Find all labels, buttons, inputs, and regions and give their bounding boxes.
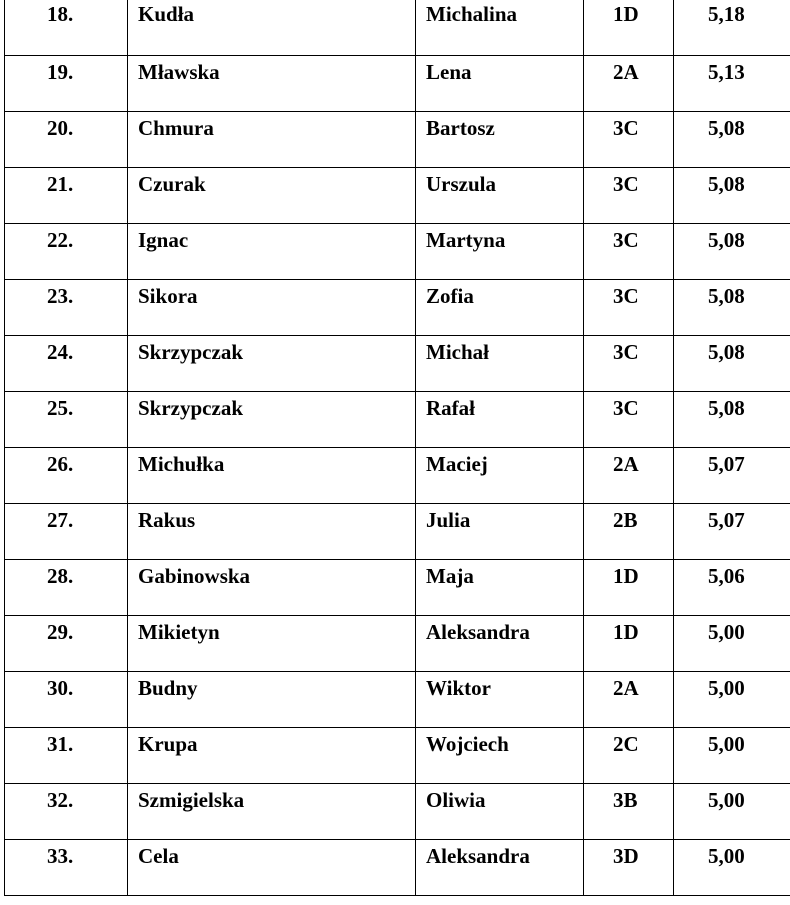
cell-class (584, 728, 674, 784)
cell-class-text: 1D (613, 620, 639, 644)
cell-average (674, 56, 790, 112)
cell-surname-text: Ignac (138, 228, 189, 252)
cell-class (584, 784, 674, 840)
table-row (5, 280, 790, 336)
cell-surname (128, 840, 416, 896)
cell-first-name-text: Wiktor (426, 676, 491, 700)
cell-first-name-text: Julia (426, 508, 471, 532)
cell-class-text: 1D (613, 2, 639, 26)
cell-class-text: 2B (613, 508, 638, 532)
cell-first-name-text: Rafał (426, 396, 475, 420)
cell-surname-text: Mikietyn (138, 620, 220, 644)
cell-number (5, 672, 128, 728)
cell-class (584, 56, 674, 112)
cell-surname (128, 280, 416, 336)
cell-class (584, 392, 674, 448)
cell-class-text: 3C (613, 340, 639, 364)
cell-average-text: 5,07 (708, 508, 745, 532)
cell-surname-text: Budny (138, 676, 198, 700)
table-row (5, 392, 790, 448)
cell-surname-text: Kudła (138, 2, 195, 26)
cell-number (5, 560, 128, 616)
cell-first-name (416, 784, 584, 840)
table-row (5, 728, 790, 784)
cell-number-text: 19. (47, 60, 74, 84)
cell-surname-text: Rakus (138, 508, 196, 532)
cell-surname-text: Gabinowska (138, 564, 251, 588)
cell-class (584, 336, 674, 392)
cell-class-text: 3C (613, 396, 639, 420)
cell-average-text: 5,00 (708, 788, 745, 812)
cell-first-name-text: Michał (426, 340, 489, 364)
cell-number-text: 33. (47, 844, 74, 868)
table-row (5, 112, 790, 168)
cell-first-name-text: Wojciech (426, 732, 509, 756)
cell-average-text: 5,00 (708, 620, 745, 644)
cell-number (5, 280, 128, 336)
cell-first-name (416, 672, 584, 728)
cell-surname (128, 448, 416, 504)
cell-first-name-text: Maciej (426, 452, 488, 476)
cell-first-name (416, 112, 584, 168)
cell-number (5, 392, 128, 448)
cell-class-text: 2C (613, 732, 639, 756)
cell-average-text: 5,13 (708, 60, 745, 84)
cell-surname (128, 784, 416, 840)
cell-number-text: 27. (47, 508, 74, 532)
cell-average-text: 5,08 (708, 116, 745, 140)
cell-class-text: 3C (613, 284, 639, 308)
cell-surname (128, 224, 416, 280)
cell-average (674, 280, 790, 336)
cell-average-text: 5,00 (708, 844, 745, 868)
cell-number-text: 22. (47, 228, 74, 252)
cell-average (674, 448, 790, 504)
cell-number (5, 224, 128, 280)
cell-average-text: 5,07 (708, 452, 745, 476)
table-row (5, 0, 790, 56)
cell-surname-text: Mławska (138, 60, 220, 84)
cell-surname (128, 56, 416, 112)
cell-first-name (416, 56, 584, 112)
cell-number (5, 504, 128, 560)
table-row (5, 672, 790, 728)
cell-surname (128, 392, 416, 448)
table-row (5, 168, 790, 224)
cell-number (5, 0, 128, 56)
cell-surname (128, 672, 416, 728)
cell-surname (128, 168, 416, 224)
cell-average-text: 5,08 (708, 396, 745, 420)
cell-average (674, 336, 790, 392)
cell-average (674, 784, 790, 840)
cell-number-text: 29. (47, 620, 74, 644)
table-row (5, 560, 790, 616)
cell-first-name-text: Zofia (426, 284, 474, 308)
cell-class-text: 3B (613, 788, 638, 812)
cell-average (674, 504, 790, 560)
cell-class (584, 224, 674, 280)
cell-average-text: 5,08 (708, 340, 745, 364)
cell-average-text: 5,00 (708, 676, 745, 700)
cell-surname-text: Czurak (138, 172, 206, 196)
cell-number (5, 56, 128, 112)
cell-average (674, 728, 790, 784)
cell-average-text: 5,00 (708, 732, 745, 756)
cell-average (674, 560, 790, 616)
table-row (5, 224, 790, 280)
cell-average (674, 616, 790, 672)
cell-first-name (416, 336, 584, 392)
cell-first-name (416, 392, 584, 448)
cell-surname-text: Krupa (138, 732, 198, 756)
cell-surname (128, 728, 416, 784)
cell-average-text: 5,18 (708, 2, 745, 26)
table-row (5, 840, 790, 896)
cell-surname (128, 560, 416, 616)
cell-first-name-text: Maja (426, 564, 474, 588)
cell-number-text: 28. (47, 564, 74, 588)
cell-first-name-text: Aleksandra (426, 844, 530, 868)
cell-class (584, 168, 674, 224)
cell-class-text: 3C (613, 116, 639, 140)
cell-surname (128, 616, 416, 672)
cell-number-text: 21. (47, 172, 74, 196)
cell-number (5, 840, 128, 896)
cell-first-name-text: Aleksandra (426, 620, 530, 644)
cell-number-text: 20. (47, 116, 74, 140)
cell-surname (128, 112, 416, 168)
cell-surname-text: Szmigielska (138, 788, 245, 812)
cell-average (674, 168, 790, 224)
cell-class (584, 280, 674, 336)
cell-average (674, 0, 790, 56)
cell-first-name (416, 504, 584, 560)
cell-number-text: 31. (47, 732, 74, 756)
cell-first-name (416, 0, 584, 56)
cell-first-name (416, 224, 584, 280)
cell-first-name-text: Michalina (426, 2, 518, 26)
cell-surname (128, 504, 416, 560)
cell-number (5, 728, 128, 784)
cell-average (674, 840, 790, 896)
cell-average (674, 672, 790, 728)
cell-average (674, 392, 790, 448)
cell-number-text: 23. (47, 284, 74, 308)
cell-average-text: 5,06 (708, 564, 745, 588)
cell-class (584, 840, 674, 896)
cell-average-text: 5,08 (708, 284, 745, 308)
cell-surname-text: Chmura (138, 116, 214, 140)
cell-class-text: 3C (613, 172, 639, 196)
cell-first-name (416, 168, 584, 224)
cell-class (584, 560, 674, 616)
cell-number-text: 18. (47, 2, 74, 26)
cell-number-text: 25. (47, 396, 74, 420)
cell-surname-text: Cela (138, 844, 179, 868)
cell-number (5, 168, 128, 224)
cell-average-text: 5,08 (708, 172, 745, 196)
cell-first-name-text: Oliwia (426, 788, 486, 812)
cell-class (584, 616, 674, 672)
cell-class-text: 2A (613, 452, 639, 476)
cell-first-name (416, 728, 584, 784)
cell-first-name-text: Lena (426, 60, 472, 84)
table-row (5, 616, 790, 672)
cell-class (584, 112, 674, 168)
cell-surname-text: Michułka (138, 452, 225, 476)
table-row (5, 336, 790, 392)
cell-surname-text: Sikora (138, 284, 198, 308)
cell-number (5, 616, 128, 672)
cell-class (584, 0, 674, 56)
cell-class-text: 2A (613, 60, 639, 84)
table-body (5, 0, 790, 896)
cell-first-name (416, 840, 584, 896)
cell-average-text: 5,08 (708, 228, 745, 252)
table-row (5, 448, 790, 504)
cell-surname-text: Skrzypczak (138, 340, 243, 364)
cell-surname-text: Skrzypczak (138, 396, 243, 420)
cell-number (5, 448, 128, 504)
cell-number (5, 336, 128, 392)
cell-first-name-text: Martyna (426, 228, 506, 252)
cell-surname (128, 336, 416, 392)
table-row (5, 784, 790, 840)
cell-class (584, 448, 674, 504)
cell-first-name (416, 560, 584, 616)
table-row (5, 504, 790, 560)
cell-first-name (416, 616, 584, 672)
cell-number (5, 784, 128, 840)
table-row (5, 56, 790, 112)
cell-first-name-text: Bartosz (426, 116, 495, 140)
student-ranking-table (4, 0, 790, 896)
cell-first-name-text: Urszula (426, 172, 496, 196)
cell-number-text: 32. (47, 788, 74, 812)
cell-number (5, 112, 128, 168)
cell-average (674, 224, 790, 280)
cell-class (584, 504, 674, 560)
cell-first-name (416, 280, 584, 336)
cell-class-text: 3D (613, 844, 639, 868)
cell-number-text: 26. (47, 452, 74, 476)
cell-first-name (416, 448, 584, 504)
cell-number-text: 24. (47, 340, 74, 364)
cell-average (674, 112, 790, 168)
cell-surname (128, 0, 416, 56)
cell-class-text: 1D (613, 564, 639, 588)
cell-number-text: 30. (47, 676, 74, 700)
cell-class (584, 672, 674, 728)
cell-class-text: 2A (613, 676, 639, 700)
cell-class-text: 3C (613, 228, 639, 252)
